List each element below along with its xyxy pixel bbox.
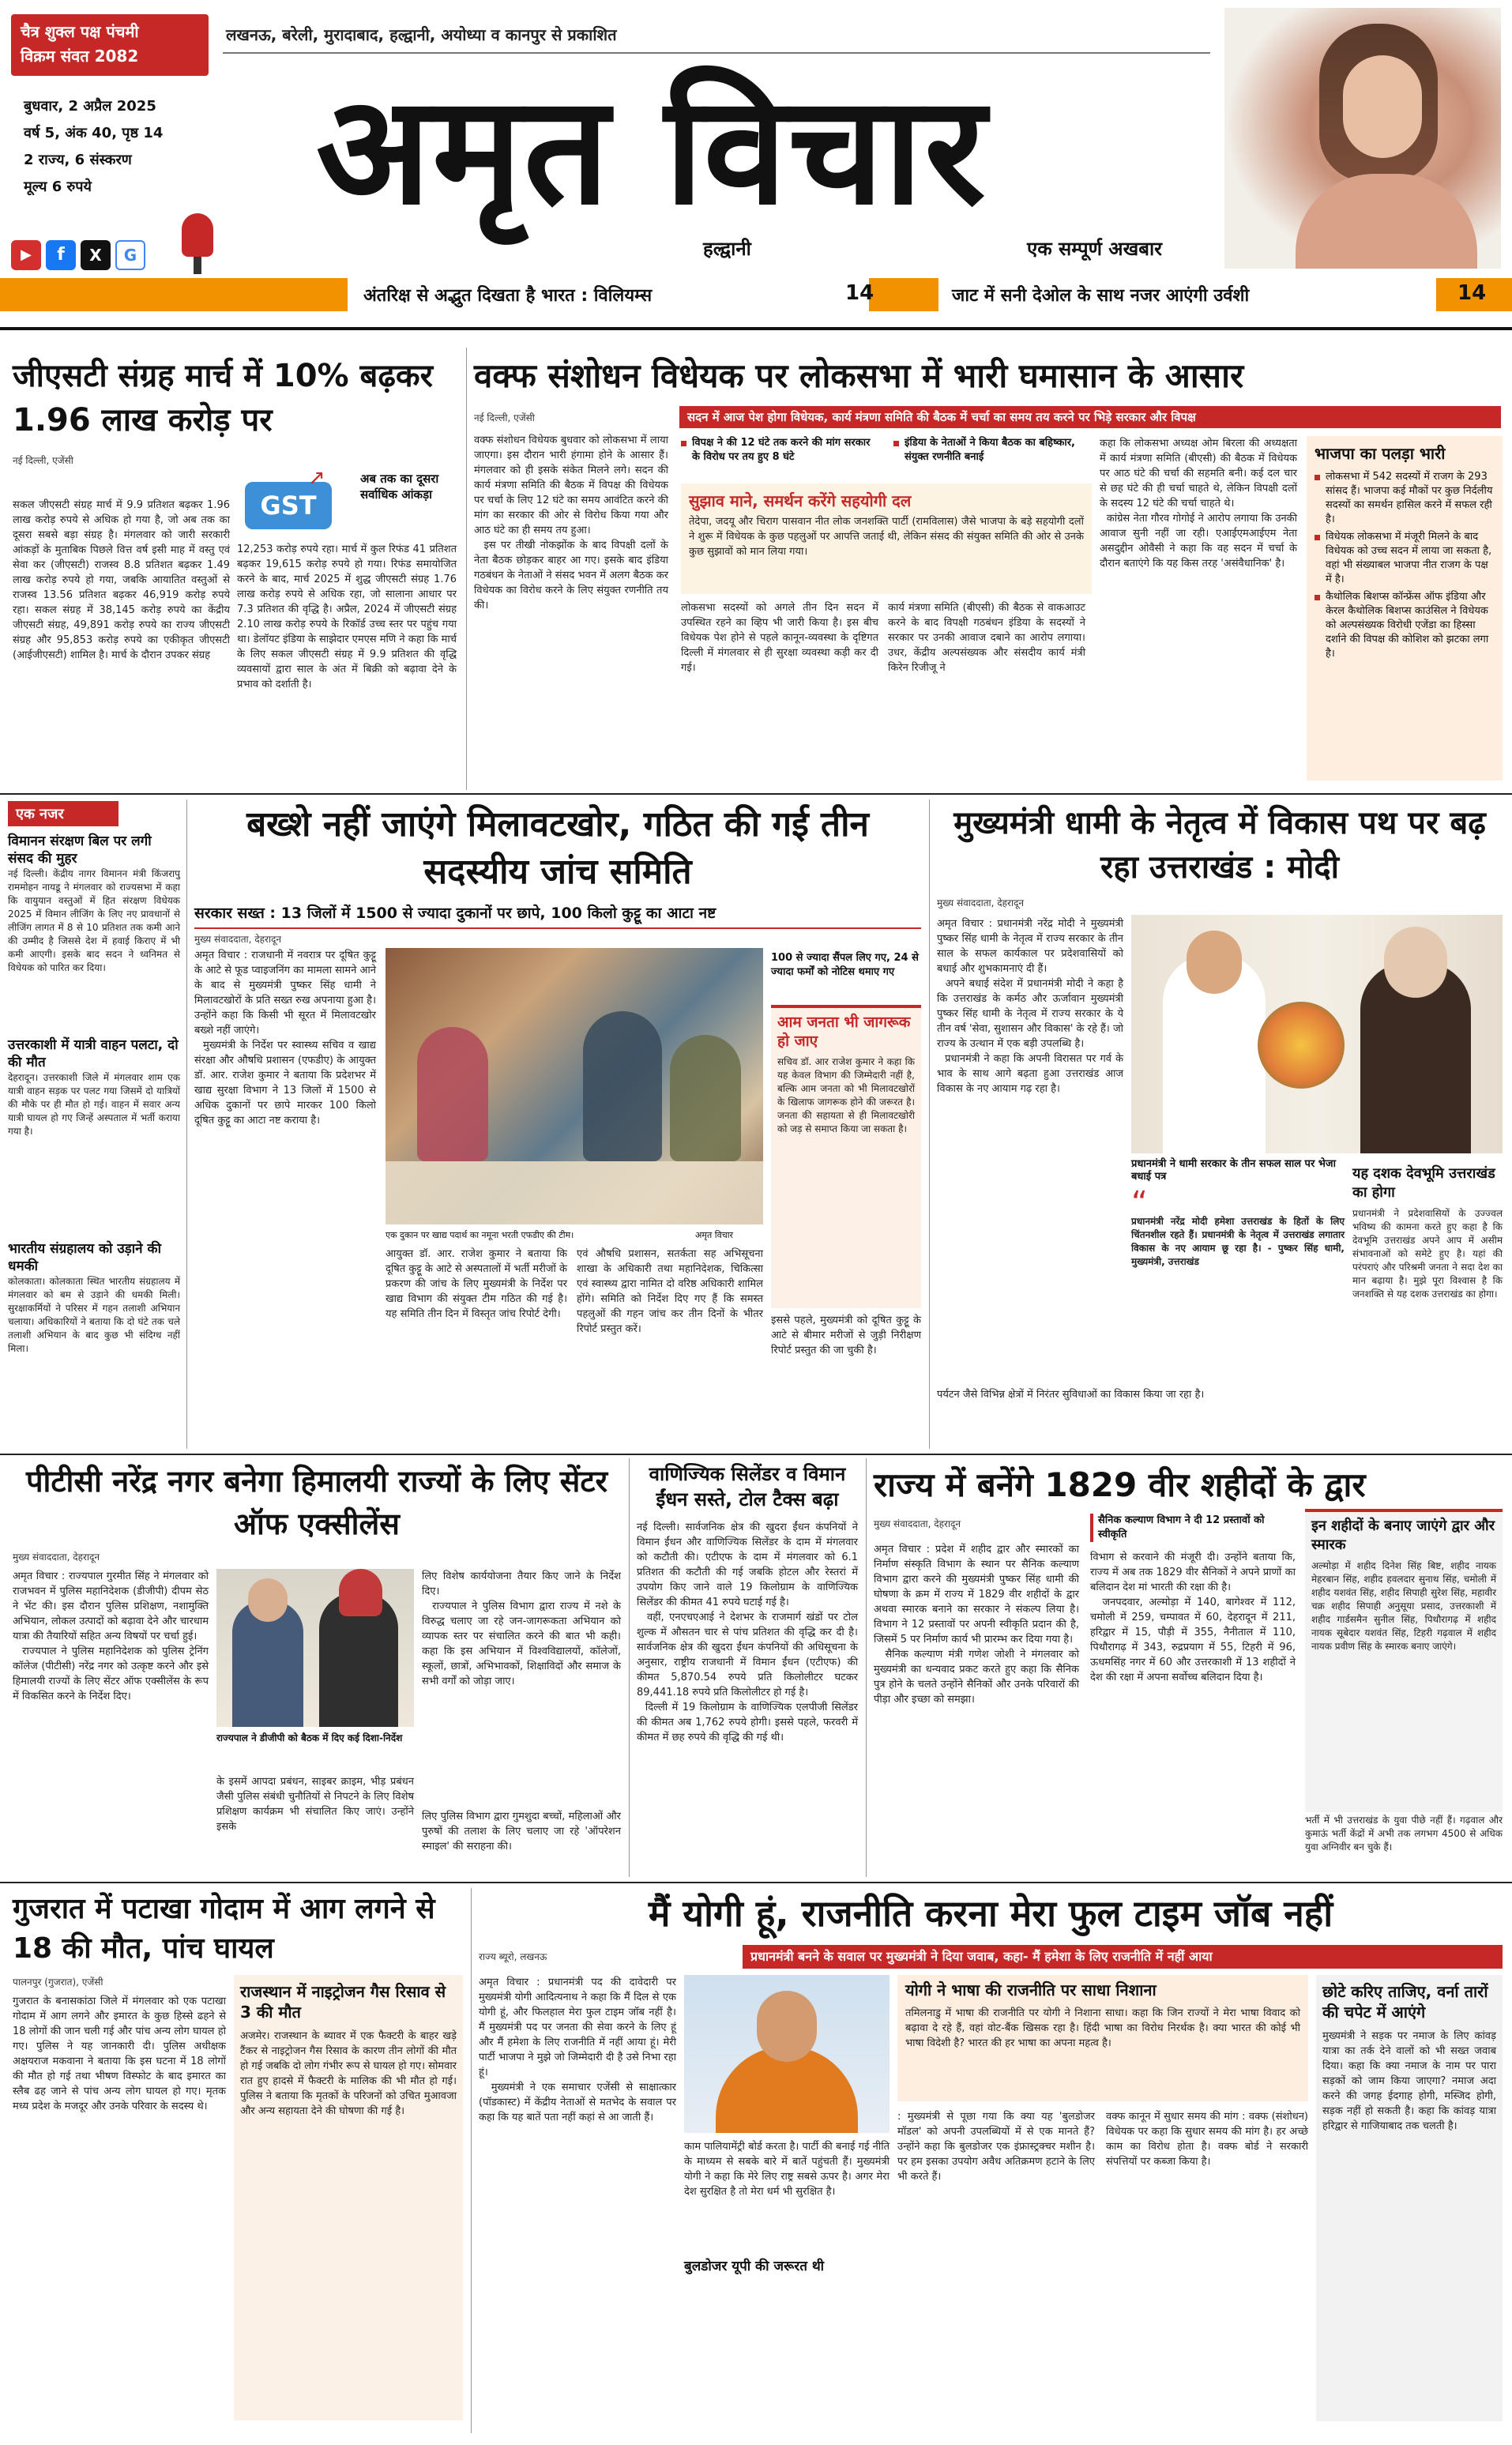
ptc-col4: लिए पुलिस विभाग द्वारा गुमशुदा बच्चों, महिलाओं और पुरुषों की तलाश के लिए चलाए जा रहे 'ऑपरेशन स्माइल' की सराहना की। [422, 1811, 625, 1853]
yogi-banner: प्रधानमंत्री बनने के सवाल पर मुख्यमंत्री ने दिया जवाब, कहा- मैं हमेशा के लिए राजनीति में नहीं आया [743, 1945, 1503, 1969]
waqf-bullet-2: इंडिया के नेताओं ने किया बैठक का बहिष्कार, संयुक्त रणनीति बनाई [893, 436, 1092, 465]
rajasthan-headline[interactable]: राजस्थान में नाइट्रोजन गैस रिसाव से 3 की मौत [240, 1982, 446, 2022]
milawat-photo [386, 948, 763, 1224]
gst-side-note: अब तक का दूसरा सर्वाधिक आंकड़ा [360, 472, 439, 502]
yogi-headline[interactable]: मैं योगी हूं, राजनीति करना मेरा फुल टाइम जॉब नहीं [648, 1892, 1333, 1935]
milawat-box [771, 1005, 921, 1308]
yogi-box-text: तमिलनाडु में भाषा की राजनीति पर योगी ने निशाना साधा। कहा कि जिन राज्यों ने मेरा भाषा विवाद को बढ़ावा दे रहे हैं, वहां वोट-बैंक खिसक रहा है। हिंदी भाषा का विरोध निरर्थक है। क्या भारत की कोई भी भाषा विदेशी है? भारत की हर भाषा का अपना महत्व है। [905, 2007, 1304, 2049]
yogi-box [897, 1975, 1308, 2101]
celebrity-photo [1224, 8, 1501, 269]
ptc-photo-caption: राज्यपाल ने डीजीपी को बैठक में दिए कई दिशा-निर्देश [216, 1732, 403, 1743]
modi-quote: प्रधानमंत्री नरेंद्र मोदी हमेशा उत्तराखंड के हितों के लिए चिंतनशील रहते हैं। प्रधानमंत्री के नेतृत्व में उत्तराखंड लगातार विकास के नए आयाम छू रहा है। - पुष्कर सिंह धामी, मुख्यमंत्री, उत्तराखंड [1131, 1216, 1348, 1267]
ptc-photo [216, 1569, 414, 1727]
gujarat-byline: पालनपुर (गुजरात), एजेंसी [13, 1977, 103, 1988]
cylinder-text: नई दिल्ली। सार्वजनिक क्षेत्र की खुदरा ईंधन कंपनियों ने विमान ईंधन और वाणिज्यिक सिलेंडर के दाम में मंगलवार को कटौती की। एटीएफ के दाम में मंगलवार को 6.1 प्रतिशत की कटौती की गई जबकि होटल और रेस्तरां में उपयोग किए जाने वाले 19 किलोग्राम के वाणिज्यिक सिलेंडर की कीमत 41 रुपये घटाई गई है। वहीं, एनएचएआई ने देशभर के राजमार्ग खंडों पर टोल शुल्क में औसतन चार से पांच प्रतिशत की वृद्धि कर दी है। सार्वजनिक क्षेत्र की खुदरा ईंधन कंपनियों की अधिसूचना के अनुसार, राष्ट्रीय राजधानी में विमान ईंधन (एटीएफ) की कीमत 5,870.54 रुपये प्रति किलोलीटर घटकर 89,441.18 रुपये प्रति किलोलीटर हो गई है। दिल्ली में 19 किलोग्राम के वाणिज्यिक एलपीजी सिलेंडर की कीमत अब 1,762 रुपये होगी। इससे पहले, फरवरी में कीमत में छह रुपये की वृद्धि की गई थी। [637, 1522, 859, 1743]
waqf-bullet-1: विपक्ष ने की 12 घंटे तक करने की मांग सरकार के विरोध पर तय हुए 8 घंटे [681, 436, 879, 465]
yogi-box-title: योगी ने भाषा की राजनीति पर साधा निशाना [905, 1980, 1157, 1999]
ek-nazar-item-2[interactable] [8, 1036, 183, 1232]
waqf-bullets [681, 436, 1092, 468]
modi-dhami-photo [1131, 915, 1503, 1153]
rajasthan-box [234, 1975, 463, 2421]
ek-nazar-item-title: उत्तरकाशी में यात्री वाहन पलटा, दो की मौत [8, 1037, 179, 1070]
shaheed-col2: विभाग से करवाने की मंजूरी दी। उन्होंने बताया कि, राज्य में अब तक 1829 वीर सैनिकों ने अपने प्राणों का बलिदान देश मां भारती की रक्षा की है। जनपदवार, अल्मोड़ा में 140, बागेश्वर में 112, चमोली में 259, चम्पावत में 60, देहरादून में 211, हरिद्वार में 15, पौड़ी में 355, नैनीताल में 110, पिथौरागढ़ में 343, रुद्रप्रयाग में 55, टिहरी में 96, ऊधमसिंह नगर में 60 और उत्तरकाशी में 13 शहीदों ने देश की रक्षा में अपना सर्वोच्च बलिदान दिया है। [1090, 1552, 1296, 1683]
bjp-point: कैथोलिक बिशप्स कॉन्फ्रेंस ऑफ इंडिया और केरल कैथोलिक बिशप्स काउंसिल ने विधेयक को अल्पसंख्यक विरोधी एजेंडा का हिस्सा दर्शाने की विपक्ष की कोशिश को झटका लगा है। [1315, 590, 1495, 661]
gst-logo-graphic: GST ↗ [237, 466, 348, 537]
rajasthan-text: अजमेर। राजस्थान के ब्यावर में एक फैक्टरी के बाहर खड़े टैंकर से नाइट्रोजन गैस रिसाव के कारण तीन लोगों की मौत हो गई जबकि दो लोग गंभीर रूप से घायल हो गए। सोमवार रात हुए हादसे में फैक्टरी के मालिक की भी मौत हो गई। पुलिस ने बताया कि मृतकों के परिजनों को उचित मुआवजा और अन्य सहायता देने की घोषणा की गई है। [240, 2030, 461, 2117]
teaser2-page: 14 [1457, 281, 1487, 305]
shaheed-col1: अमृत विचार : प्रदेश में शहीद द्वार और स्मारकों का निर्माण संस्कृति विभाग के स्थान पर सैनिक कल्याण विभाग द्वारा करने की मुख्यमंत्री पुष्कर सिंह धामी की घोषणा के क्रम में राज्य में 1829 वीर शहीदों के द्वार अथवा स्मारक बनाने का सरकार ने संकल्प लिया है। विभाग ने 12 प्रस्तावों पर अपनी स्वीकृति प्रदान की है, जिसमें 5 पर निर्माण कार्य भी प्रारम्भ कर दिया गया है। सैनिक कल्याण मंत्री गणेश जोशी ने मंगलवार को मुख्यमंत्री का धन्यवाद प्रकट करते हुए कहा कि सैनिक पुत्र होने के चलते उन्होंने सैनिकों और उनके परिवारों की पीड़ा और इच्छा को समझा। [874, 1544, 1080, 1706]
gst-headline[interactable]: जीएसटी संग्रह मार्च में 10% बढ़कर 1.96 लाख करोड़ पर [13, 358, 433, 438]
milawat-notice-text: 100 से ज्यादा सैंपल लिए गए, 24 से ज्यादा फर्मों को नोटिस थमाए गए [771, 952, 919, 978]
waqf-headline[interactable]: वक्फ संशोधन विधेयक पर लोकसभा में भारी घमासान के आसार [474, 356, 1244, 395]
ek-nazar-item-text: देहरादून। उत्तरकाशी जिले में मंगलवार शाम एक यात्री वाहन सड़क पर पलट गया जिसमें दो यात्रियों की मौके पर ही मौत हो गई। वाहन में सवार अन्य यात्री घायल हो गए जिन्हें अस्पताल में भर्ती कराया गया है। [8, 1072, 183, 1137]
waqf-subhead: सुझाव माने, समर्थन करेंगे सहयोगी दल [689, 491, 912, 510]
ek-nazar-item-title: विमानन संरक्षण बिल पर लगी संसद की मुहर [8, 833, 152, 867]
yogi-col4: वक्फ कानून में सुधार समय की मांग : वक्फ (संशोधन) विधेयक पर कहा कि सुधार समय की मांग है। हर अच्छे काम का विरोध होता है। वक्फ बोर्ड ने सरकारी संपत्तियों पर कब्जा किया है। [1106, 2111, 1312, 2168]
tariff-box [1316, 1975, 1503, 2421]
waqf-byline: नई दिल्ली, एजेंसी [474, 412, 535, 423]
milawat-photo-credit: अमृत विचार [695, 1230, 734, 1240]
shaheed-box-title: इन शहीदों के बनाए जाएंगे द्वार और स्मारक [1311, 1518, 1495, 1553]
ptc-col2: लिए विशेष कार्ययोजना तैयार किए जाने के निर्देश दिए। राज्यपाल ने पुलिस विभाग द्वारा राज्य में नशे के विरुद्ध चलाए जा रहे जन-जागरूकता अभियान को व्यापक स्तर पर संचालित करने की बात भी कही। कहा कि इस अभियान में विश्वविद्यालयों, कॉलेजों, स्कूलों, छात्रों, अभिभावकों, शिक्षाविदों और समाज के सभी वर्गों को जोड़ा जाए। [422, 1570, 621, 1687]
ek-nazar-item-title: भारतीय संग्रहालय को उड़ाने की धमकी [8, 1241, 161, 1274]
gst-col2: 12,253 करोड़ रुपये रहा। मार्च में कुल रिफंड 41 प्रतिशत बढ़कर 19,615 करोड़ रुपये हो गया। रिफंड समायोजित करने के बाद, मार्च 2025 में शुद्ध जीएसटी संग्रह 1.76 लाख करोड़ रुपये से अधिक रहा, जो सालाना आधार पर 7.3 प्रतिशत की वृद्धि है। अप्रैल, 2024 में जीएसटी संग्रह 2.10 लाख करोड़ रुपये के रिकॉर्ड उच्च स्तर पर पहुंच गया था। डेलॉयट इंडिया के साझेदार एमएस मणि ने कहा कि मार्च के लिए सकल जीएसटी संग्रह में 9.9 प्रतिशत की वृद्धि व्यवसायों द्वारा साल के अंत में बिक्री को बढ़ावा देने के प्रभाव को दर्शाती है। [237, 544, 461, 690]
milawat-photo-caption: एक दुकान पर खाद्य पदार्थ का नमूना भरती एफडीए की टीम। [386, 1230, 574, 1240]
shaheed-headline[interactable]: राज्य में बनेंगे 1829 वीर शहीदों के द्वार [874, 1465, 1366, 1504]
tariff-headline[interactable]: छोटे करिए ताजिए, वर्ना तारों की चपेट में आएंगे [1322, 1982, 1488, 2022]
bjp-point: विधेयक लोकसभा में मंजूरी मिलने के बाद विधेयक को उच्च सदन में लाया जा सकता है, वहां भी संख्याबल भाजपा नीत राजग के पक्ष में है। [1315, 530, 1495, 587]
google-icon[interactable]: G [115, 240, 145, 270]
decade-box [1352, 1164, 1506, 1441]
publication-cities: लखनऊ, बरेली, मुरादाबाद, हल्द्वानी, अयोध्या व कानपुर से प्रकाशित [226, 25, 617, 44]
bjp-box-points [1307, 470, 1503, 661]
issue-number: वर्ष 5, अंक 40, पृष्ठ 14 [24, 125, 164, 141]
ptc-col1: अमृत विचार : राज्यपाल गुरमीत सिंह ने मंगलवार को राजभवन में पुलिस महानिदेशक (डीजीपी) दीपम सेठ ने भेंट की। इस दौरान पुलिस प्रशिक्षण, नशामुक्ति अभियान, लोकल उत्पादों को बढ़ावा देने और चारधाम यात्रा की तैयारियों सहित अन्य विषयों पर चर्चा हुई। राज्यपाल ने पुलिस महानिदेशक को पुलिस ट्रेनिंग कॉलेज (पीटीसी) नरेंद्र नगर को उत्कृष्ट करने और इसे हिमालयी राज्यों के लिए सेंटर ऑफ एक्सीलेंस के रूप में विकसित करने के निर्देश दिए। [13, 1570, 209, 1702]
modi-byline: मुख्य संवाददाता, देहरादून [937, 897, 1025, 908]
shaheed-box-foot: भर्ती में भी उत्तराखंड के युवा पीछे नहीं हैं। गढ़वाल और कुमाऊं भर्ती केंद्रों में अभी तक लगभग 4500 से अधिक युवा अग्निवीर बन चुके हैं। [1305, 1815, 1506, 1853]
milawat-notice [771, 951, 921, 999]
waqf-col3: कार्य मंत्रणा समिति (बीएसी) की बैठक से वाकआउट करने के बाद विपक्षी गठबंधन इंडिया के सदस्यों ने सरकार पर उनकी आवाज दबाने का आरोप लगाया। उधर, केंद्रीय अल्पसंख्यक और संसदीय कार्य मंत्री किरेन रिजीजू ने [888, 602, 1089, 674]
shaheed-box-text: अल्मोड़ा में शहीद दिनेश सिंह बिष्ट, शहीद नायक मेहरबान सिंह, शहीद हवलदार सुनाथ सिंह, चमोली में शहीद यशवंत सिंह, शहीद सिपाही सुरेश सिंह, महावीर चक्र शहीद सिपाही अनुसूया प्रसाद, उत्तरकाशी में शहीद गार्डसमैन सुनील सिंह, पिथौरागढ़ में शहीद नायक सूबेदार यशवंत सिंह, टिहरी गढ़वाल में शहीद नायक प्रवीण सिंह के स्मारक बनाए जाएंगे। [1311, 1560, 1499, 1652]
modi-col2: पर्यटन जैसे विभिन्न क्षेत्रों में निरंतर सुविधाओं का विकास किया जा रहा है। [937, 1389, 1205, 1401]
ek-nazar-column [8, 801, 183, 1449]
shaheed-byline: मुख्य संवाददाता, देहरादून [874, 1518, 961, 1529]
panchang-line1: चैत्र शुक्ल पक्ष पंचमी [21, 22, 139, 41]
ek-nazar-item-text: नई दिल्ली। केंद्रीय नागर विमानन मंत्री किंजरापु राममोहन नायडू ने मंगलवार को राज्यसभा में कहा कि वायुयान वस्तुओं में हित संरक्षण विधेयक 2025 में विमान लीजिंग के लिए नए प्रावधानों से लीजिंग लागत में 8 से 10 प्रतिशत तक कमी आने की उम्मीद है जिससे देश में हवाई किराए में भी कमी आएगी। इसके बाद सदन ने ध्वनिमत से विधेयक को पारित कर दिया। [8, 868, 183, 973]
teaser-strip [0, 278, 1512, 311]
milawat-col3: एवं औषधि प्रशासन, सतर्कता सह अभिसूचना शाखा के अधिकारी तथा महानिदेशक, चिकित्सा एवं स्वास्थ्य द्वारा नामित दो वरिष्ठ अधिकारी शामिल होंगे। समिति को निर्देश दिए गए हैं कि समस्त पहलुओं की गहन जांच कर तीन दिनों के भीतर रिपोर्ट प्रस्तुत करें। [577, 1248, 767, 1335]
tagline: एक सम्पूर्ण अखबार [1027, 238, 1162, 260]
bjp-box-title: भाजपा का पलड़ा भारी [1315, 444, 1446, 463]
ptc-byline: मुख्य संवाददाता, देहरादून [13, 1552, 100, 1563]
x-icon[interactable]: X [81, 240, 111, 270]
gujarat-headline[interactable]: गुजरात में पटाखा गोदाम में आग लगने से 18 की मौत, पांच घायल [13, 1893, 435, 1965]
waqf-col2: लोकसभा सदस्यों को अगले तीन दिन सदन में उपस्थित रहने का व्हिप भी जारी किया है। इस बीच विधेयक पेश होने से पहले कानून-व्यवस्था के दृष्टिगत दिल्ली में मंगलवार से ही सुरक्षा व्यवस्था कड़ी कर दी गई। [681, 602, 882, 674]
waqf-col4: कहा कि लोकसभा अध्यक्ष ओम बिरला की अध्यक्षता में कार्य मंत्रणा समिति (बीएसी) की बैठक में विधेयक पर आठ घंटे की चर्चा की सहमति बनी। कई दल चार से छह घंटे की ही चर्चा चाहते थे, लेकिन विपक्षी दलों के सदस्य 12 घंटे की चर्चा चाहते थे। कांग्रेस नेता गौरव गोगोई ने आरोप लगाया कि उनकी आवाज सुनी नहीं जा रही। एआईएमआईएम नेता असदुद्दीन ओवैसी ने कहा कि वह सदन में चर्चा के दौरान बताएंगे कि यह किस तरह 'असंवैधानिक' है। [1100, 438, 1298, 570]
teaser1[interactable]: अंतरिक्ष से अद्भुत दिखता है भारत : विलियम्स [363, 286, 653, 306]
shaheed-box [1305, 1509, 1503, 1812]
milawat-box-text: सचिव डॉ. आर राजेश कुमार ने कहा कि यह केवल विभाग की जिम्मेदारी नहीं है, बल्कि आम जनता को भी मिलावटखोरों के खिलाफ जागरूक होने की जरूरत है। जनता की सहायता से ही मिलावटखोरी को जड़ से समाप्त किया जा सकता है। [777, 1056, 918, 1134]
teaser1-page: 14 [845, 281, 874, 305]
tariff-text: मुख्यमंत्री ने सड़क पर नमाज के लिए कांवड़ यात्रा का तर्क देने वालों को भी सख्त जवाब दिया। कहा कि क्या नमाज के नाम पर पारा सड़कों को जाम किया जाएगा? नमाज अदा करने की जगह ईदगाह होगी, मस्जिद होगी, सड़क नहीं हो सकती है। कहा कि कांवड़ यात्रा हरिद्वार से गाजियाबाद तक चलती है। [1322, 2030, 1500, 2132]
waqf-subhead-box [681, 483, 1092, 594]
decade-text: प्रधानमंत्री ने प्रदेशवासियों के उज्ज्वल भविष्य की कामना करते हुए कहा है कि देवभूमि उत्तराखंड अपने आप में असीम संभावनाओं को समेटे हुए है। यहां की परंपराएं और परिश्रमी जनता ने सदा देश का मान बढ़ाया है। मुझे पूरा विश्वास है कि जनशक्ति से यह दशक उत्तराखंड का होगा। [1352, 1208, 1506, 1300]
milawat-headline[interactable]: बख्शे नहीं जाएंगे मिलावटखोर, गठित की गई तीन सदस्यीय जांच समिति [246, 804, 869, 892]
ek-nazar-item-3[interactable] [8, 1240, 183, 1436]
yogi-byline: राज्य ब्यूरो, लखनऊ [479, 1951, 547, 1962]
yogi-subhead: बुलडोजर यूपी की जरूरत थी [684, 2259, 825, 2274]
yogi-col3: : मुख्यमंत्री से पूछा गया कि क्या यह 'बुलडोजर मॉडल' को अपनी उपलब्धियों में से एक मानते हैं? उन्होंने कहा कि बुलडोजर एक इंफ्रास्ट्रक्चर मशीन है। पर हम इसका उपयोग अवैध अतिक्रमण हटाने के लिए भी करते हैं। [897, 2111, 1099, 2183]
yogi-col2: काम पालियामेंट्री बोर्ड करता है। पार्टी की बनाई गई नीति के माध्यम से सबके बारे में बातें पहुंचती हैं। मुख्यमंत्री योगी ने कहा कि मेरे लिए राष्ट्र सबसे ऊपर है। अगर मेरा देश सुरक्षित है तो मेरा धर्म भी सुरक्षित है। [684, 2141, 893, 2198]
paper-name: अमृत विचार [316, 62, 987, 238]
milawat-box-title: आम जनता भी जागरूक हो जाए [777, 1014, 911, 1050]
modi-headline[interactable]: मुख्यमंत्री धामी के नेतृत्व में विकास पथ पर बढ़ रहा उत्तराखंड : मोदी [953, 805, 1486, 886]
decade-title: यह दशक देवभूमि उत्तराखंड का होगा [1352, 1165, 1495, 1201]
waqf-subhead-text: तेदेपा, जदयू और चिराग पासवान नीत लोक जनशक्ति पार्टी (रामविलास) जैसे भाजपा के बड़े सहयोगी दलों ने शुरू में विधेयक के कुछ पहलुओं पर आपत्ति जताई थी, लेकिन संसद की संयुक्त समिति की ओर से उनके कुछ सुझावों को मान लिया गया। [689, 516, 1088, 558]
press-mic-logo [158, 213, 229, 276]
quote-icon: “ [1131, 1185, 1148, 1221]
milawat-subhead: सरकार सख्त : 13 जिलों में 1500 से ज्यादा दुकानों पर छापे, 100 किलो कुट्टू का आटा नष्ट [194, 902, 921, 929]
issue-date: बुधवार, 2 अप्रैल 2025 [24, 98, 156, 115]
milawat-col2: आयुक्त डॉ. आर. राजेश कुमार ने बताया कि दूषित कुट्टू के आटे से अस्पतालों में भर्ती मरीजों के प्रकरण की जांच के लिए मुख्यमंत्री के निर्देश पर खाद्य विभाग की संयुक्त टीम गठित की गई है। यह समिति तीन दिन में विस्तृत जांच रिपोर्ट देगी। [386, 1248, 571, 1320]
modi-quote-box [1131, 1185, 1348, 1333]
milawat-byline: मुख्य संवाददाता, देहरादून [194, 934, 282, 945]
panchang-line2: विक्रम संवत 2082 [21, 47, 139, 66]
modi-col1: अमृत विचार : प्रधानमंत्री नरेंद्र मोदी ने मुख्यमंत्री पुष्कर सिंह धामी के नेतृत्व में राज्य सरकार के तीन साल के सफल कार्यकाल पर प्रदेशवासियों को बधाई और शुभकामनाएं दी हैं। अपने बधाई संदेश में प्रधानमंत्री मोदी ने कहा है कि उत्तराखंड के कर्मठ और ऊर्जावान मुख्यमंत्री पुष्कर सिंह धामी के नेतृत्व में राज्य सरकार के ये तीन वर्ष 'सेवा, सुशासन और विकास' के रहे हैं। जो राज्य के उत्थान में एक बड़ी उपलब्धि है। प्रधानमंत्री ने कहा कि अपनी विरासत पर गर्व के भाव के साथ आगे बढ़ता हुआ उत्तराखंड आज विकास के नए आयाम गढ़ रहा है। [937, 918, 1124, 1095]
ptc-headline[interactable]: पीटीसी नरेंद्र नगर बनेगा हिमालयी राज्यों के लिए सेंटर ऑफ एक्सीलेंस [25, 1464, 608, 1541]
editions-count: 2 राज्य, 6 संस्करण [24, 152, 132, 168]
gst-col1: सकल जीएसटी संग्रह मार्च में 9.9 प्रतिशत बढ़कर 1.96 लाख करोड़ रुपये से अधिक हो गया है, जो अब तक का दूसरा सबसे बड़ा संग्रह है। मंगलवार को जारी सरकारी आंकड़ों के मुताबिक पिछले वित्त वर्ष इसी माह में वस्तु एवं सेवा कर (जीएसटी) राजस्व 8.8 प्रतिशत बढ़कर 1.49 लाख करोड़ रुपये हो गया, जबकि आयातित वस्तुओं से राजस्व 13.56 प्रतिशत बढ़कर 46,919 करोड़ रुपये रहा। सकल संग्रह में 38,145 करोड़ रुपये का केंद्रीय जीएसटी संग्रह, 49,891 करोड़ रुपये का राज्य जीएसटी संग्रह और 95,853 करोड़ रुपये का एकीकृत जीएसटी (आईजीएसटी) शामिल है। मार्च के दौरान उपकर संग्रह [13, 499, 234, 661]
ek-nazar-item-text: कोलकाता। कोलकाता स्थित भारतीय संग्रहालय में मंगलवार को बम से उड़ाने की धमकी मिली। सुरक्षाकर्मियों ने परिसर में गहन तलाशी अभियान चलाया। अधिकारियों ने बताया कि दो घंटे तक चले तलाशी अभियान के बाद कुछ भी संदिग्ध नहीं मिला। [8, 1276, 183, 1354]
modi-photo-caption: प्रधानमंत्री ने धामी सरकार के तीन सफल साल पर भेजा बधाई पत्र [1131, 1158, 1336, 1183]
social-icons [11, 240, 145, 270]
masthead [0, 0, 1512, 324]
panchang-box [11, 14, 209, 76]
facebook-icon[interactable]: f [46, 240, 76, 270]
youtube-icon[interactable]: ▶ [11, 240, 41, 270]
teaser2[interactable]: जाट में सनी देओल के साथ नजर आएंगी उर्वशी [952, 286, 1250, 306]
waqf-col1: वक्फ संशोधन विधेयक बुधवार को लोकसभा में लाया जाएगा। इस दौरान भारी हंगामा होने के आसार हैं। मंगलवार को ही इसके संकेत मिलने लगे। सदन की कार्य मंत्रणा समिति की बैठक में विपक्ष की विधेयक पर चर्चा के लिए 12 घंटे का समय आवंटित करने की मांग का सरकार की ओर से विरोध किया गया और आठ घंटे का ही समय तय हुआ। इस पर तीखी नोकझोंक के बाद विपक्षी दलों के नेता बैठक छोड़कर बाहर आ गए। इसके बाद इंडिया गठबंधन के नेताओं ने संसद भवन में अलग बैठक कर विधेयक का विरोध करने के लिए संयुक्त रणनीति तय की। [474, 434, 668, 611]
waqf-banner: सदन में आज पेश होगा विधेयक, कार्य मंत्रणा समिति की बैठक में चर्चा का समय तय करने पर भिड़े सरकार और विपक्ष [679, 406, 1501, 428]
cylinder-headline[interactable]: वाणिज्यिक सिलेंडर व विमान ईंधन सस्ते, टोल टैक्स बढ़ा [649, 1463, 846, 1510]
edition-city: हल्द्वानी [703, 238, 751, 260]
yogi-col1: अमृत विचार : प्रधानमंत्री पद की दावेदारी पर मुख्यमंत्री योगी आदित्यनाथ ने कहा कि मैं दिल से एक योगी हूं, और फिलहाल मेरा फुल टाइम जॉब नहीं है। मैं मुख्यमंत्री पद पर जनता की सेवा करने के लिए हूं और मैं हमेशा के लिए राजनीति में नहीं आया हूं। मेरी पार्टी भाजपा ने मुझे जो जिम्मेदारी दी है उसे निभा रहा हूं। मुख्यमंत्री ने एक समाचार एजेंसी से साक्षात्कार (पॉडकास्ट) में केंद्रीय नेताओं से मतभेद के सवाल पर कहा कि यह बातें पता नहीं कहां से आ जाती हैं। [479, 1977, 677, 2123]
ek-nazar-item-1[interactable] [8, 833, 183, 1029]
gujarat-text: गुजरात के बनासकांठा जिले में मंगलवार को एक पटाखा गोदाम में आग लगने और इमारत के कुछ हिस्से ढहने से 18 लोगों की जान चली गई और पांच अन्य लोग घायल हो गए। पुलिस ने यह जानकारी दी। पुलिस अधीक्षक अक्षयराज मकवाना ने बताया कि इस घटना में 18 लोगों की मौत हो गई तथा भीषण विस्फोट के बाद इमारत का स्लैब ढह जाने से पांच अन्य लोग घायल हो गए। मृतक मध्य प्रदेश के मजदूर और उनके परिवार के सदस्य थे। [13, 1995, 230, 2112]
bjp-box [1307, 436, 1503, 781]
bjp-point: लोकसभा में 542 सदस्यों में राजग के 293 सांसद हैं। भाजपा कई मौकों पर कुछ निर्दलीय सदस्यों का समर्थन हासिल करने में सफल रही है। [1315, 470, 1495, 527]
ek-nazar-label: एक नजर [8, 801, 118, 826]
gst-byline: नई दिल्ली, एजेंसी [13, 455, 73, 466]
milawat-col1: अमृत विचार : राजधानी में नवरात्र पर दूषित कुट्टू के आटे से फूड प्वाइजनिंग का मामला सामने आने के बाद से मुख्यमंत्री पुष्कर सिंह धामी ने मिलावटखोरों के प्रति सख्त रुख अपनाया हुआ है। उन्होंने कहा कि किसी भी सूरत में मिलावटखोर बख्शे नहीं जाएंगे। मुख्यमंत्री के निर्देश पर स्वास्थ्य सचिव व खाद्य संरक्षा और औषधि प्रशासन (एफडीए) के आयुक्त डॉ. आर. राजेश कुमार ने बताया कि प्रदेशभर में खाद्य सुरक्षा विभाग ने 13 जिलों में 1500 से अधिक दुकानों पर छापे मारकर 100 किलो दूषित कुट्टू का आटा नष्ट कराया है। [194, 950, 376, 1127]
milawat-col4: इससे पहले, मुख्यमंत्री को दूषित कुट्टू के आटे से बीमार मरीजों से जुड़ी निरीक्षण रिपोर्ट प्रस्तुत की जा चुकी है। [771, 1315, 925, 1356]
price: मूल्य 6 रुपये [24, 179, 92, 195]
ptc-col3: के इसमें आपदा प्रबंधन, साइबर क्राइम, भीड़ प्रबंधन जैसी पुलिस संबंधी चुनौतियों से निपटने के लिए विशेष प्रशिक्षण कार्यक्रम भी संचालित किए जाएं। उन्होंने इसके [216, 1776, 418, 1833]
yogi-photo [684, 1975, 890, 2133]
shaheed-note: सैनिक कल्याण विभाग ने दी 12 प्रस्तावों को स्वीकृति [1090, 1514, 1296, 1542]
